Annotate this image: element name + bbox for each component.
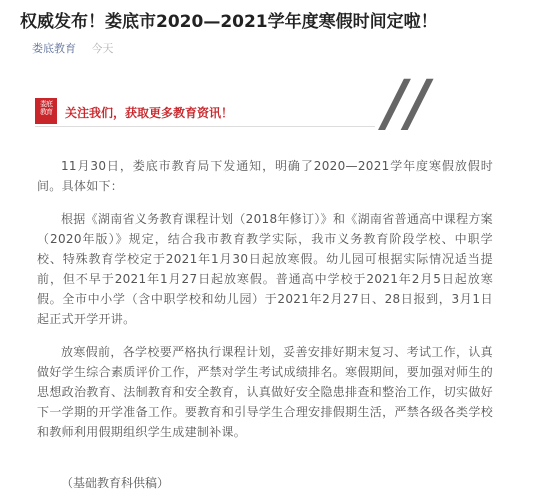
article-title: 权威发布！娄底市2020—2021学年度寒假时间定啦！	[20, 12, 438, 32]
article-source: （基础教育科供稿）	[61, 476, 170, 490]
follow-banner	[35, 98, 370, 126]
article-body	[37, 156, 493, 442]
paragraph-intro: 11月30日，娄底市教育局下发通知，明确了2020—2021学年度寒假放假时间。具体如下：	[37, 159, 493, 193]
banner-divider	[35, 126, 375, 127]
paragraph-requirements: 放寒假前，各学校要严格执行课程计划，妥善安排好期末复习、考试工作，认真做好学生综合素质评价工作，严禁对学生考试成绩排名。寒假期间，要加强对师生的思想政治教育、法制教育和安全教育，认真做好安全隐患排查和整治工作，切实做好下一学期的开学准备工作。要教育和引导学生合理安排假期生活，严禁各级各类学校和教师利用假期组织学生成建制补课。	[37, 345, 493, 439]
publish-date: 今天	[91, 42, 114, 55]
follow-banner-text: 关注我们，获取更多教育资讯！	[65, 106, 234, 120]
paragraph-schedule: 根据《湖南省义务教育课程计划（2018年修订）》和《湖南省普通高中课程方案（2020年版）》规定，结合我市教育教学实际，我市义务教育阶段学校、中职学校、特殊教育学校定于2021年1月30日起放寒假。幼儿园可根据实际情况适当提前，但不早于2021年1月27日起放寒假。普通高中学校于2021年2月5日起放寒假。全市中小学（含中职学校和幼儿园）于2021年2月27日、28日报到，3月1日起正式开学开讲。	[37, 212, 493, 326]
account-name-link[interactable]: 娄底教育	[32, 42, 76, 55]
article-meta	[32, 42, 114, 56]
seal-logo-icon: 娄底 教育	[35, 98, 57, 124]
quote-mark-icon: //	[384, 66, 430, 139]
